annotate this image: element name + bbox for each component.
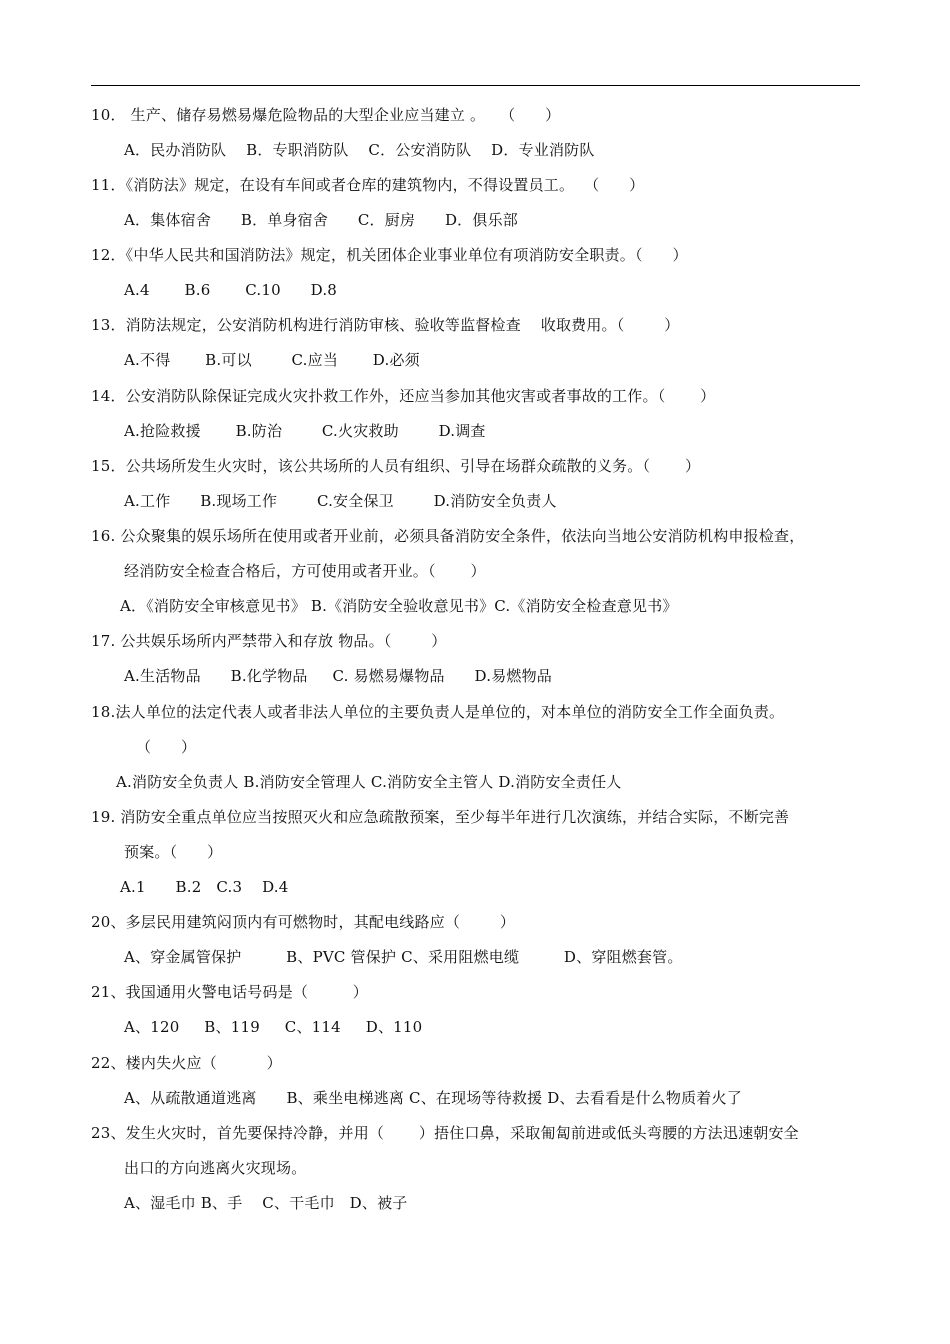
question-15: 15．公共场所发生火灾时，该公共场所的人员有组织、引导在场群众疏散的义务。（ ）: [91, 457, 701, 475]
question-18-options: A.消防安全负责人 B.消防安全管理人 C.消防安全主管人 D.消防安全责任人: [116, 773, 622, 791]
question-12-options: A.4 B.6 C.10 D.8: [124, 281, 338, 299]
question-11: 11．《消防法》规定，在设有车间或者仓库的建筑物内，不得设置员工。 （ ）: [91, 176, 645, 194]
question-17: 17. 公共娱乐场所内严禁带入和存放 物品。（ ）: [91, 632, 447, 650]
question-14-options: A.抢险救援 B.防治 C.火灾救助 D.调查: [124, 422, 486, 440]
question-11-options: A．集体宿舍 B．单身宿舍 C．厨房 D．俱乐部: [124, 211, 518, 229]
question-10: 10． 生产、储存易燃易爆危险物品的大型企业应当建立 。 （ ）: [91, 106, 561, 124]
question-21-options: A、120 B、119 C、114 D、110: [124, 1018, 423, 1036]
question-15-options: A.工作 B.现场工作 C.安全保卫 D.消防安全负责人: [124, 492, 557, 510]
question-18: 18.法人单位的法定代表人或者非法人单位的主要负责人是单位的，对本单位的消防安全工作全面负责。: [91, 703, 785, 721]
question-16-options: A．《消防安全审核意见书》 B.《消防安全验收意见书》C.《消防安全检查意见书》: [120, 597, 678, 615]
question-14: 14．公安消防队除保证完成火灾扑救工作外，还应当参加其他灾害或者事故的工作。（ ）: [91, 387, 716, 405]
question-18-blank: （ ）: [136, 738, 197, 756]
question-20: 20、多层民用建筑闷顶内有可燃物时，其配电线路应（ ）: [91, 913, 516, 931]
question-23-options: A、湿毛巾 B、手 C、干毛巾 D、被子: [124, 1194, 408, 1212]
question-20-options: A、穿金属管保护 B、PVC 管保护 C、采用阻燃电缆 D、穿阻燃套管。: [124, 948, 683, 966]
question-23-continued: 出口的方向逃离火灾现场。: [124, 1159, 307, 1177]
question-19-options: A.1 B.2 C.3 D.4: [120, 878, 289, 896]
question-22: 22、楼内失火应（ ）: [91, 1054, 282, 1072]
question-12: 12．《中华人民共和国消防法》规定，机关团体企业事业单位有项消防安全职责。（ ）: [91, 246, 688, 264]
question-22-options: A、从疏散通道逃离 B、乘坐电梯逃离 C、在现场等待救援 D、去看看是什么物质着火了: [124, 1089, 742, 1107]
header-rule: [91, 85, 860, 86]
question-16: 16. 公众聚集的娱乐场所在使用或者开业前，必须具备消防安全条件，依法向当地公安消防机构申报检查，: [91, 527, 805, 545]
question-13: 13．消防法规定，公安消防机构进行消防审核、验收等监督检查 收取费用。（ ）: [91, 316, 680, 334]
question-21: 21、我国通用火警电话号码是（ ）: [91, 983, 369, 1001]
question-10-options: A．民办消防队 B．专职消防队 C．公安消防队 D．专业消防队: [124, 141, 595, 159]
question-16-continued: 经消防安全检查合格后，方可使用或者开业。（ ）: [124, 562, 486, 580]
question-19-continued: 预案。（ ）: [124, 843, 223, 861]
question-13-options: A.不得 B.可以 C.应当 D.必须: [124, 351, 420, 369]
question-23: 23、发生火灾时，首先要保持冷静，并用（ ）捂住口鼻，采取匍匐前进或低头弯腰的方法迅速朝安全: [91, 1124, 799, 1142]
question-19: 19. 消防安全重点单位应当按照灭火和应急疏散预案，至少每半年进行几次演练，并结合实际，不断完善: [91, 808, 790, 826]
question-17-options: A.生活物品 B.化学物品 C. 易燃易爆物品 D.易燃物品: [124, 667, 552, 685]
